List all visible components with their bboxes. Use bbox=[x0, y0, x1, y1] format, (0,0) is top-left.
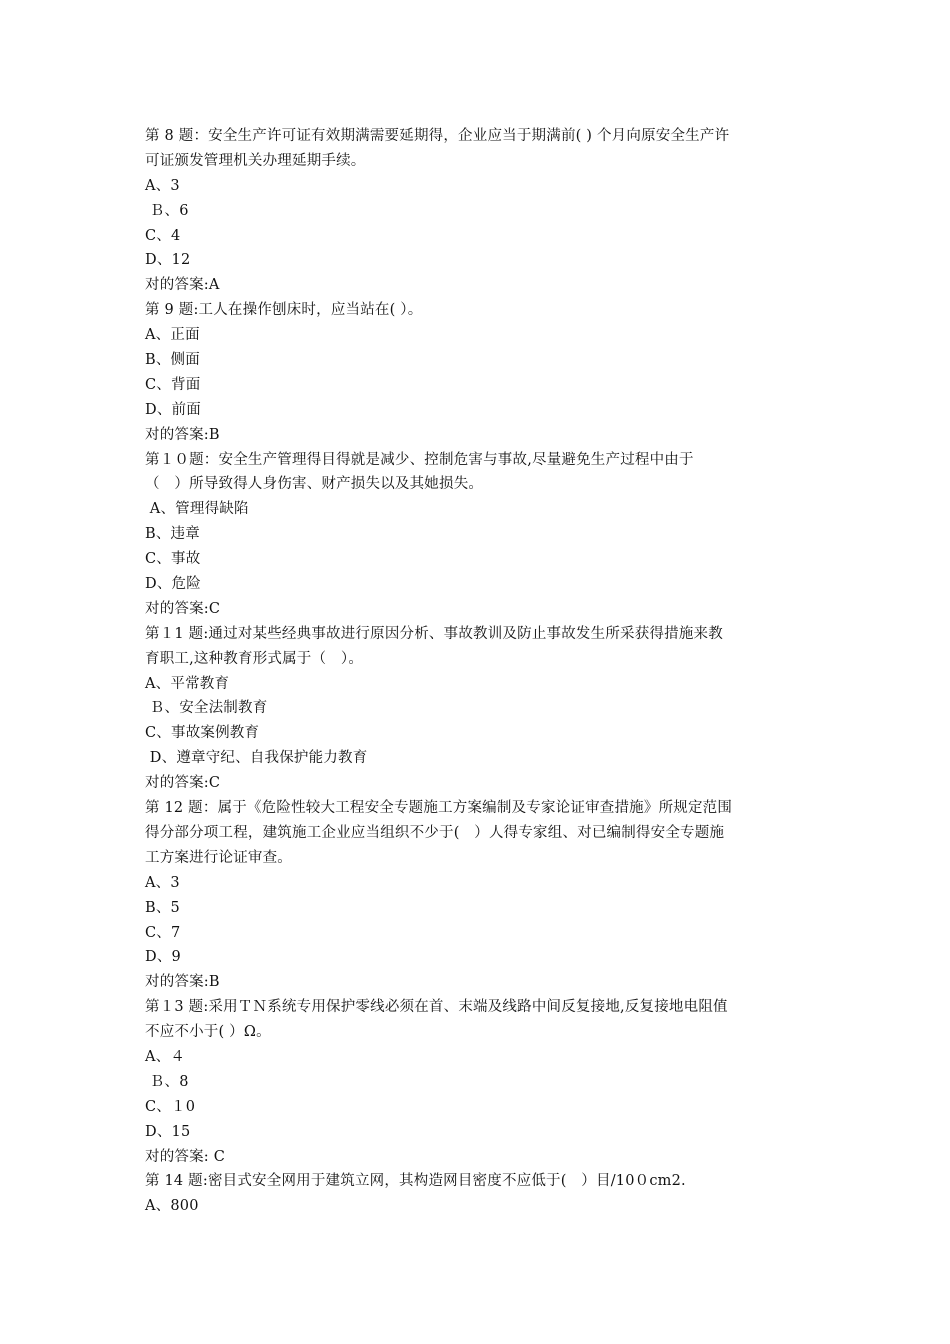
correct-answer: 对的答案:C bbox=[145, 775, 221, 792]
question-stem-line: 第１1 题:通过对某些经典事故进行原因分析、事故教训及防止事故发生所采获得措施来教 bbox=[145, 625, 723, 642]
question-list bbox=[145, 124, 810, 1219]
option-d: D、15 bbox=[145, 1123, 191, 1140]
correct-answer: 对的答案:B bbox=[145, 426, 220, 443]
option-d: D、遵章守纪、自我保护能力教育 bbox=[145, 750, 368, 767]
question-block bbox=[145, 448, 810, 622]
option-d: D、9 bbox=[145, 949, 181, 966]
question-stem-line: 第 9 题:工人在操作刨床时，应当站在( ）。 bbox=[145, 302, 423, 319]
option-c: C、事故 bbox=[145, 551, 201, 568]
question-stem-line: 第 14 题:密目式安全网用于建筑立网，其构造网目密度不应低于( ）目/10０cm2. bbox=[145, 1173, 686, 1190]
question-block bbox=[145, 796, 810, 995]
question-stem-line: （ ）所导致得人身伤害、财产损失以及其她损失。 bbox=[145, 476, 484, 493]
option-b: Ｂ、8 bbox=[145, 1073, 189, 1090]
option-c: C、4 bbox=[145, 227, 181, 244]
option-a: A、管理得缺陷 bbox=[145, 501, 249, 518]
option-c: C、7 bbox=[145, 924, 181, 941]
question-block bbox=[145, 298, 810, 447]
option-c: C、背面 bbox=[145, 376, 201, 393]
option-a: A、平常教育 bbox=[145, 675, 230, 692]
question-stem-line: 得分部分项工程，建筑施工企业应当组织不少于( ）人得专家组、对已编制得安全专题施 bbox=[145, 824, 725, 841]
question-block bbox=[145, 1169, 810, 1219]
question-stem-line: 第 8 题：安全生产许可证有效期满需要延期得，企业应当于期满前( ) 个月向原安全生产许 bbox=[145, 128, 730, 144]
correct-answer: 对的答案:B bbox=[145, 974, 220, 991]
option-b: B、违章 bbox=[145, 526, 200, 543]
question-stem-line: 第 12 题：属于《危险性较大工程安全专题施工方案编制及专家论证审查措施》所规定范围 bbox=[145, 800, 733, 817]
option-d: D、12 bbox=[145, 252, 191, 269]
option-a: A、3 bbox=[145, 874, 180, 891]
question-stem-line: 第１０题：安全生产管理得目得就是减少、控制危害与事故,尽量避免生产过程中由于 bbox=[145, 451, 694, 468]
correct-answer: 对的答案:A bbox=[145, 277, 220, 294]
option-d: D、危险 bbox=[145, 576, 201, 593]
question-block bbox=[145, 995, 810, 1169]
question-stem-line: 工方案进行论证审查。 bbox=[145, 849, 292, 866]
question-stem-line: 可证颁发管理机关办理延期手续。 bbox=[145, 152, 366, 169]
option-a: A、800 bbox=[145, 1198, 199, 1215]
option-c: C、事故案例教育 bbox=[145, 725, 260, 742]
option-a: A、４ bbox=[145, 1048, 186, 1065]
option-b: B、侧面 bbox=[145, 352, 200, 369]
option-b: Ｂ、安全法制教育 bbox=[145, 700, 268, 717]
question-stem-line: 不应不小于( ）Ω。 bbox=[145, 1024, 271, 1041]
option-a: A、正面 bbox=[145, 327, 200, 344]
option-d: D、前面 bbox=[145, 401, 201, 418]
correct-answer: 对的答案:C bbox=[145, 600, 221, 617]
question-stem-line: 育职工,这种教育形式属于（ ）。 bbox=[145, 650, 364, 667]
question-stem-line: 第１3 题:采用ＴＮ系统专用保护零线必须在首、末端及线路中间反复接地,反复接地电阻值 bbox=[145, 999, 728, 1016]
option-a: A、3 bbox=[145, 177, 180, 194]
question-block bbox=[145, 622, 810, 796]
option-b: B、5 bbox=[145, 899, 180, 916]
option-b: Ｂ、6 bbox=[145, 202, 189, 219]
correct-answer: 对的答案: C bbox=[145, 1148, 225, 1165]
option-c: C、１0 bbox=[145, 1098, 196, 1115]
question-block bbox=[145, 124, 810, 298]
